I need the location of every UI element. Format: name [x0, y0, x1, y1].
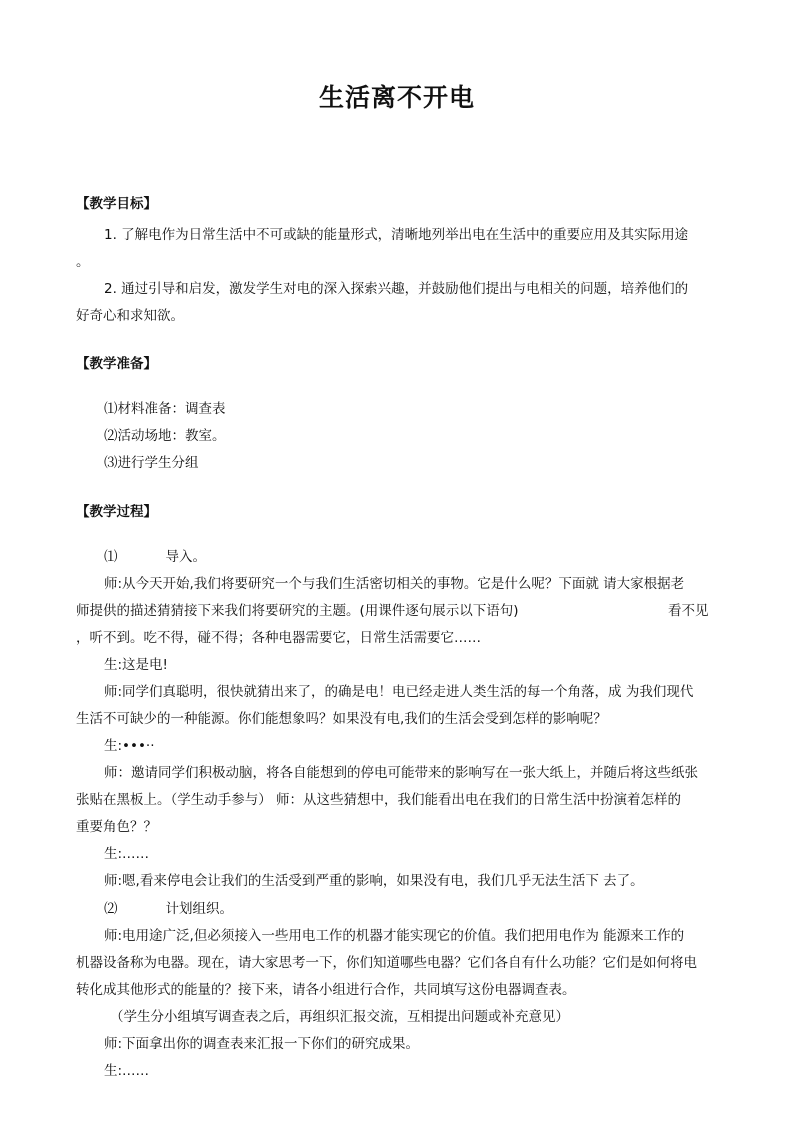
step-2-number: ⑵ [104, 901, 118, 917]
student-line-2: 生:•••·· [104, 738, 155, 754]
teacher-line-6: 师:下面拿出你的调查表来汇报一下你们的研究成果。 [104, 1036, 420, 1052]
process-step-1 [104, 544, 206, 571]
teacher-line-3c: 重要角色？？ [76, 819, 157, 835]
document-title: 生活离不开电 [318, 83, 475, 112]
objective-2-line-1: 2. 通过引导和启发，激发学生对电的深入探索兴趣，并鼓励他们提出与电相关的问题，培养他们的 [104, 281, 689, 297]
teacher-line-1b-text: 师提供的描述猜猜接下来我们将要研究的主题。(用课件逐句展示以下语句) [76, 603, 519, 619]
objective-2-line-2: 好奇心和求知欲。 [76, 308, 184, 324]
teacher-line-5c: 转化成其他形式的能量的？接下来，请各小组进行合作，共同填写这份电器调查表。 [76, 982, 576, 998]
teacher-line-5a: 师:电用途广泛,但必须接入一些用电工作的机器才能实现它的价值。我们把用电作为 能源来工作的 [104, 928, 685, 944]
section-heading-preparation: 【教学准备】 [76, 356, 157, 372]
teacher-line-1c: ，听不到。吃不得，碰不得；各种电器需要它，日常生活需要它…… [76, 630, 481, 646]
process-step-2 [104, 896, 233, 923]
section-heading-objectives: 【教学目标】 [76, 196, 157, 212]
teacher-line-4: 师:嗯,看来停电会让我们的生活受到严重的影响，如果没有电，我们几乎无法生活下 去了。 [104, 873, 644, 889]
objective-1-line-2: 。 [76, 254, 90, 270]
activity-note: （学生分小组填写调查表之后，再组织汇报交流，互相提出问题或补充意见） [110, 1009, 569, 1025]
step-1-title: 导入。 [165, 549, 206, 565]
student-line-4: 生:…… [104, 1063, 150, 1079]
section-heading-process: 【教学过程】 [76, 504, 157, 520]
teacher-line-3b: 张贴在黑板上。（学生动手参与） 师：从这些猜想中，我们能看出电在我们的日常生活中扮演着怎样的 [76, 792, 682, 808]
preparation-item-2: ⑵活动场地：教室。 [104, 428, 226, 444]
teacher-line-5b: 机器设备称为电器。现在，请大家思考一下，你们知道哪些电器？它们各自有什么功能？它们是如何将电 [76, 955, 697, 971]
teacher-line-1b-end: 看不见 [668, 603, 709, 619]
preparation-item-1: ⑴材料准备：调查表 [104, 401, 226, 417]
objective-1-line-1: 1. 了解电作为日常生活中不可或缺的能量形式，清晰地列举出电在生活中的重要应用及其实际用途 [104, 227, 689, 243]
teacher-line-3a: 师：邀请同学们积极动脑，将各自能想到的停电可能带来的影响写在一张大纸上，并随后将这些纸张 [104, 765, 698, 781]
student-line-3: 生:…… [104, 846, 150, 862]
step-2-title: 计划组织。 [165, 901, 233, 917]
teacher-line-1b [76, 598, 519, 625]
teacher-line-2b: 生活不可缺少的一种能源。你们能想象吗？如果没有电,我们的生活会受到怎样的影响呢？ [76, 711, 607, 727]
step-1-number: ⑴ [104, 549, 118, 565]
teacher-line-2a: 师:同学们真聪明，很快就猜出来了，的确是电！电已经走进人类生活的每一个角落，成 为我们现代 [104, 684, 694, 700]
student-line-1: 生:这是电! [104, 657, 168, 673]
teacher-line-1a: 师:从今天开始,我们将要研究一个与我们生活密切相关的事物。它是什么呢？下面就 请大家根据老 [104, 576, 685, 592]
preparation-item-3: ⑶进行学生分组 [104, 455, 199, 471]
